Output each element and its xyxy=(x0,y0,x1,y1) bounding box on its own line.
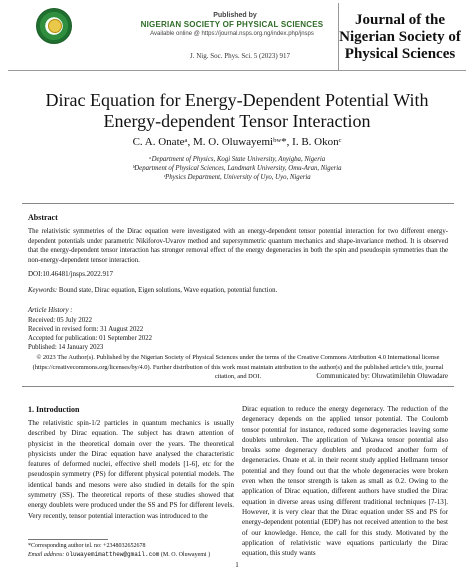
keywords xyxy=(28,287,448,294)
keywords-label: Keywords: xyxy=(28,287,58,294)
history-published: Published: 14 January 2023 xyxy=(28,344,104,351)
abstract-text: The relativistic symmetries of the Dirac equation were investigated with an energy-dependent tensor potential interaction for two different energy-dependent potentials under parametric Nikiforov-Uvarov method and supersymmetric quantum mechanics and shape-invariance method. It is observed that the energy-dependent tensor interaction has stronger removal effect of the energy degeneracies in both the spin and pseudospin symmetries than the non-energy-dependent tensor interaction. xyxy=(28,228,448,264)
history-accepted: Accepted for publication: 01 September 2022 xyxy=(28,335,153,342)
journal-name-box xyxy=(338,3,461,71)
page-number: 1 xyxy=(235,561,239,569)
footnote-rule xyxy=(28,539,108,540)
journal-citation: J. Nig. Soc. Phys. Sci. 5 (2023) 917 xyxy=(190,52,290,60)
introduction-paragraph-1: The relativistic spin-1/2 particles in quantum mechanics is usually described by Dirac equation. The subject has drawn attention of physicist in the theoretical domain over the years. The theoretical physicists under the Dirac equation have analysed the characteristic features of deformed nuclei, effective shell models [1-6], etc for the pseudospin symmetry (PS) for different physical potential models. The identical bands and mesons were also studied in details for the spin symmetry (SS). The theoretical reports of these studies showed that energy doublets were produced under the SS and PS for different levels. Very recently, tensor potential interaction was introduced to the xyxy=(28,419,234,520)
published-by-label: Published by xyxy=(213,12,257,19)
introduction-heading: 1. Introduction xyxy=(28,405,80,414)
history-received: Received: 05 July 2022 xyxy=(28,317,92,324)
corresponding-author-note: *Corresponding author tel. no: +2348032652678 xyxy=(28,543,146,549)
affiliation-b: ᵇDepartment of Physical Sciences, Landmark University, Omu-Aran, Nigeria xyxy=(132,165,342,172)
society-name: NIGERIAN SOCIETY OF PHYSICAL SCIENCES xyxy=(140,20,324,29)
header-divider xyxy=(8,70,466,71)
keywords-list: Bound state, Dirac equation, Eigen solutions, Wave equation, potential function. xyxy=(58,287,278,294)
available-online-link[interactable]: Available online @ https://journal.nsps.org.ng/index.php/jnsps xyxy=(150,31,314,37)
article-title: Dirac Equation for Energy-Dependent Potential With Energy-dependent Tensor Interaction xyxy=(45,90,429,131)
author-list: C. A. Onateᵃ, M. O. Oluwayemiᵇʷ*, I. B. Okonᶜ xyxy=(132,136,342,148)
introduction-right-column xyxy=(242,404,448,558)
email-owner: (M. O. Oluwayemi ) xyxy=(160,552,211,558)
logo-emblem-icon xyxy=(48,19,62,33)
affiliation-c: ᶜPhysics Department, University of Uyo, Uyo, Nigeria xyxy=(163,174,311,181)
email-line xyxy=(28,551,210,558)
history-revised: Received in revised form: 31 August 2022 xyxy=(28,326,144,333)
abstract-heading: Abstract xyxy=(28,213,58,222)
journal-name: Journal of the Nigerian Society of Physical Sciences xyxy=(339,11,461,62)
email-label: Email address: xyxy=(28,552,65,558)
abstract-bottom-rule xyxy=(22,386,454,387)
introduction-left-column xyxy=(28,418,234,521)
society-logo xyxy=(36,8,72,44)
introduction-paragraph-2: Dirac equation to reduce the energy degeneracy. The reduction of the degeneracy depends on the applied tensor potential. The Coulomb tensor potential for instance, reduced some degeneracies leaving some doublets unbroken. The application of Yukawa tensor potential also breaks some degeneracy doublets and produced another form of degeneracies. Onate et al. in their recent study applied Hellmann tensor potential and they found out that the whole degeneracies were broken even when the tensor strength is taken as small as 0.2. Owing to the application of Dirac equation, different authors have studied the Dirac equation in diverse areas using different traditional techniques [7-13]. However, it is very clear that the Dirac equation under SS and PS for energy-dependent potential (EDP) has not received attention to the best of our knowledge. Hence, the call for this study. Motivated by the application of relativistic wave equations particularly the Dirac equation, this study wants xyxy=(242,405,448,558)
article-history-title: Article History : xyxy=(28,307,73,314)
doi-link[interactable]: DOI:10.46481/jnsps.2022.917 xyxy=(28,270,113,278)
communicated-by: Communicated by: Oluwatimilehin Oluwadare xyxy=(316,372,448,380)
abstract-top-rule xyxy=(22,203,454,204)
license-notice: © 2023 The Author(s). Published by the Nigerian Society of Physical Sciences under the terms of the Creative Commons Attribution 4.0 International license (https://creativecommons.org/licenses/by/4.0). Further distribution of this work must maintain attribution to the author(s) and the published article’s title, journal citation, and DOI. xyxy=(32,354,444,380)
email-link[interactable]: oluwayemimatthew@gmail.com xyxy=(65,551,160,558)
affiliation-a: ᵃDepartment of Physics, Kogi State University, Anyigba, Nigeria xyxy=(148,156,326,163)
